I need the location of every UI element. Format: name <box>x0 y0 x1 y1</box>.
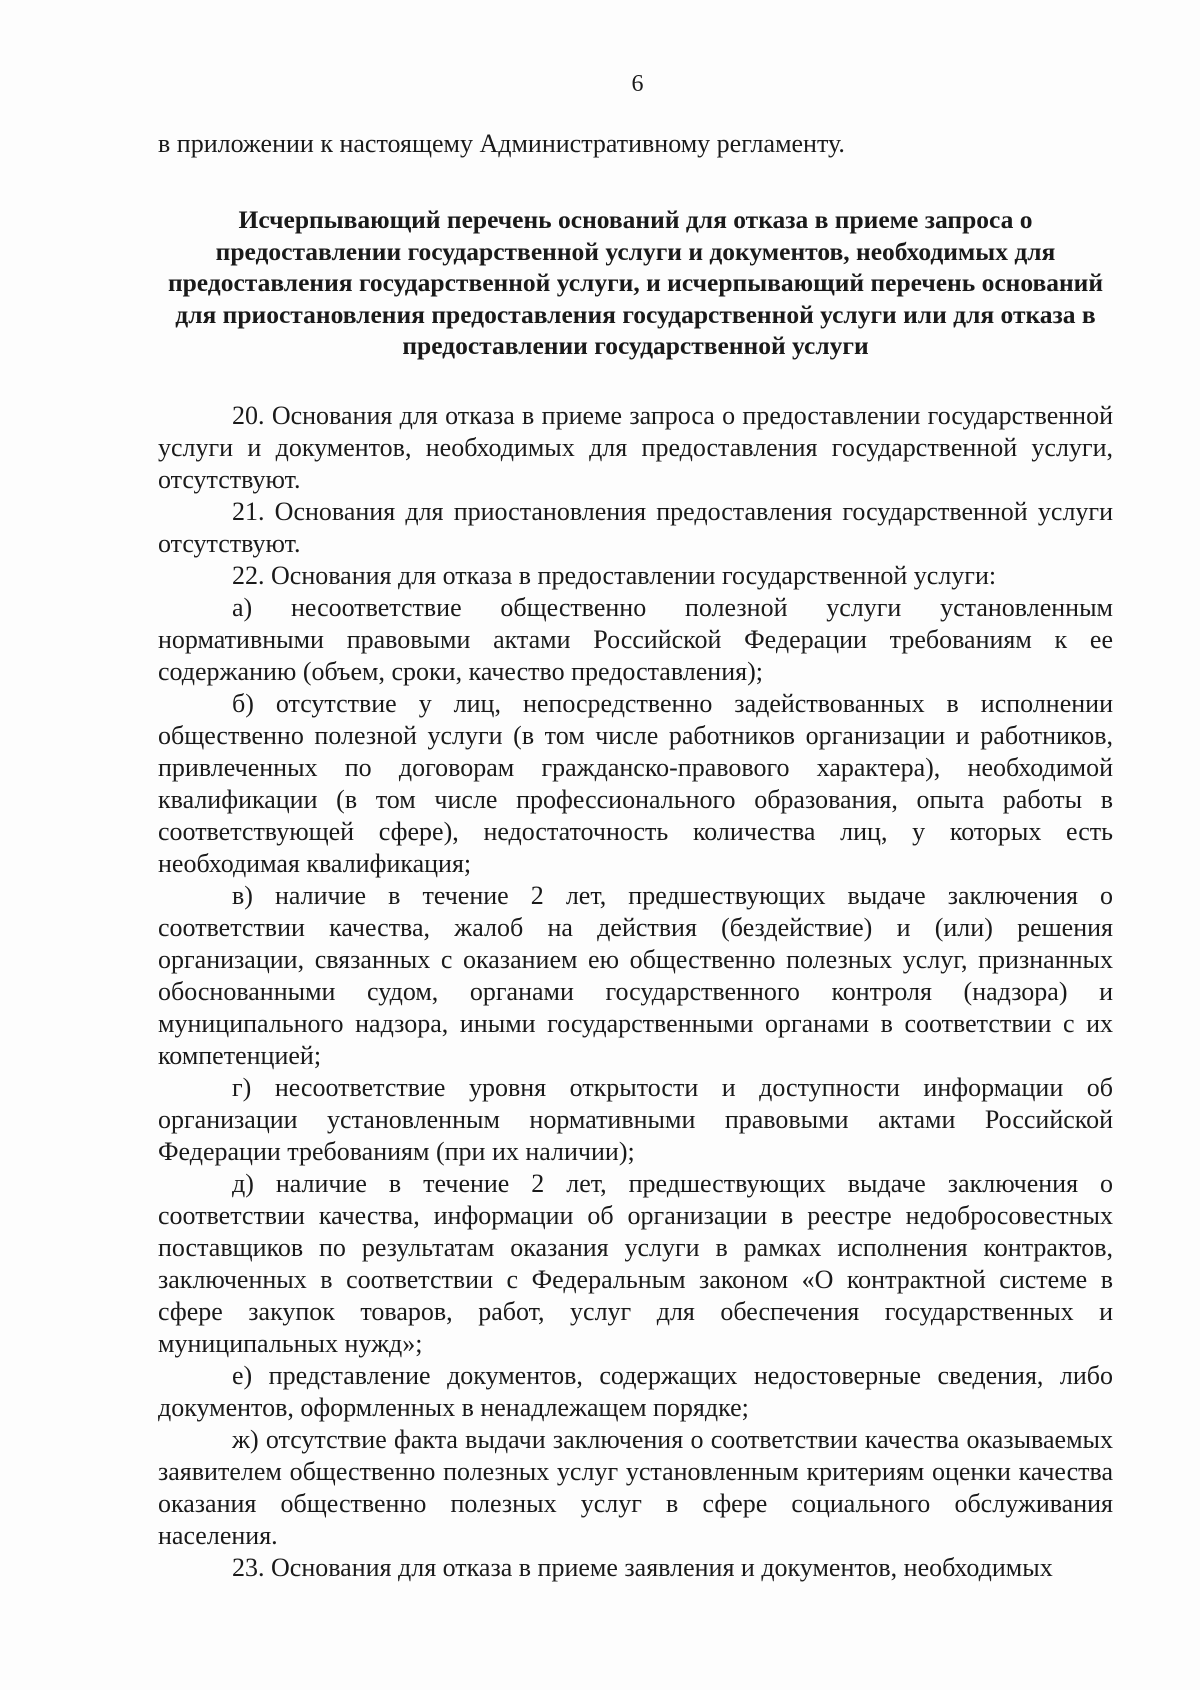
paragraph-22-a: а) несоответствие общественно полезной услуги установленным нормативными правовыми актами Российской Федерации требованиям к ее содержанию (объем, сроки, качество предоставления); <box>158 592 1113 686</box>
paragraph-23: 23. Основания для отказа в приеме заявления и документов, необходимых <box>232 1552 1053 1582</box>
paragraph-22-v: в) наличие в течение 2 лет, предшествующих выдаче заключения о соответствии качества, жалоб на действия (бездействие) и (или) решения организации, связанных с оказанием ею общественно полезных услуг, признанных обоснованными судом, органами государственного контроля (надзора) и муниципального надзора, иными государственными органами в соответствии с их компетенцией; <box>158 880 1113 1070</box>
paragraph-20: 20. Основания для отказа в приеме запроса о предоставлении государственной услуги и документов, необходимых для предоставления государственной услуги, отсутствуют. <box>158 400 1113 494</box>
paragraph-22-g: г) несоответствие уровня открытости и доступности информации об организации установленным нормативными правовыми актами Российской Федерации требованиям (при их наличии); <box>158 1072 1113 1166</box>
paragraph-list <box>158 400 1113 1584</box>
paragraph-22-zh: ж) отсутствие факта выдачи заключения о соответствии качества оказываемых заявителем общественно полезных услуг установленным критериям оценки качества оказания общественно полезных услуг в сфере социального обслуживания населения. <box>158 1424 1113 1550</box>
paragraph-22-d: д) наличие в течение 2 лет, предшествующих выдаче заключения о соответствии качества, информации об организации в реестре недобросовестных поставщиков по результатам оказания услуги в рамках исполнения контрактов, заключенных в соответствии с Федеральным законом «О контрактной системе в сфере закупок товаров, работ, услуг для обеспечения государственных и муниципальных нужд»; <box>158 1168 1113 1358</box>
page-number: 6 <box>631 71 644 97</box>
paragraph-21: 21. Основания для приостановления предоставления государственной услуги отсутствуют. <box>158 496 1113 558</box>
section-heading: Исчерпывающий перечень оснований для отказа в приеме запроса о предоставлении государственной услуги и документов, необходимых для предоставления государственной услуги, и исчерпывающий перечень оснований для приостановления предоставления государственной услуги или для отказа в предоставлении государственной услуги <box>167 205 1104 360</box>
paragraph-22: 22. Основания для отказа в предоставлении государственной услуги: <box>232 560 997 590</box>
paragraph-22-e: е) представление документов, содержащих недостоверные сведения, либо документов, оформленных в ненадлежащем порядке; <box>158 1360 1113 1422</box>
paragraph-22-b: б) отсутствие у лиц, непосредственно задействованных в исполнении общественно полезной услуги (в том числе работников организации и работников, привлеченных по договорам гражданско-правового характера), необходимой квалификации (в том числе профессионального образования, опыта работы в соответствующей сфере), недостаточность количества лиц, у которых есть необходимая квалификация; <box>158 688 1113 878</box>
document-body <box>158 128 1113 1584</box>
intro-line: в приложении к настоящему Административному регламенту. <box>158 129 845 158</box>
